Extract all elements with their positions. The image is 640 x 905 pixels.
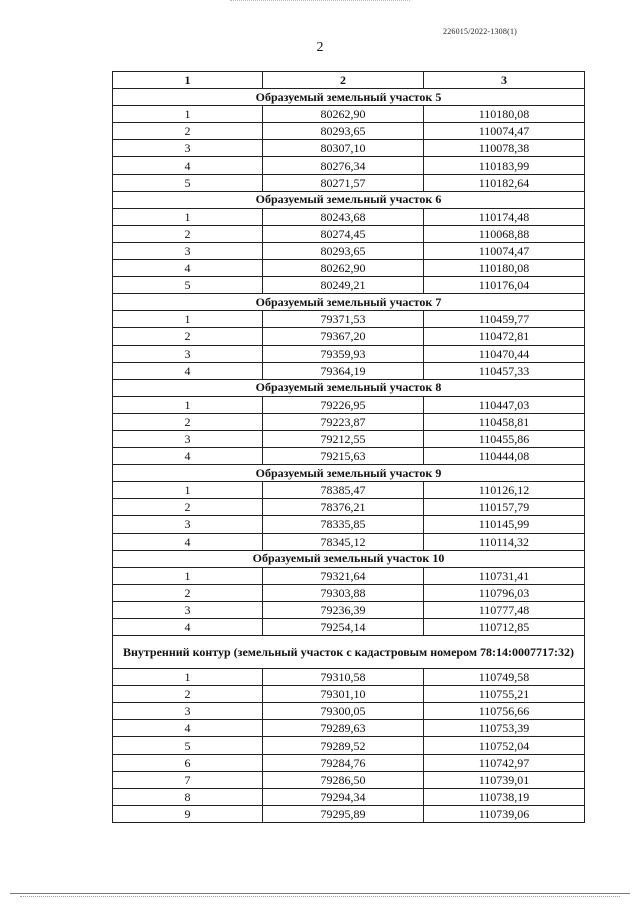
- table-row: [113, 805, 585, 822]
- point-number-cell: 1: [113, 208, 263, 225]
- x-coordinate-cell: 79371,53: [263, 311, 424, 328]
- point-number-cell: 3: [113, 601, 263, 618]
- point-number-cell: 5: [113, 174, 263, 191]
- y-coordinate-cell: 110755,21: [424, 686, 585, 703]
- x-coordinate-cell: 79359,93: [263, 345, 424, 362]
- section-header-row: [113, 89, 585, 106]
- point-number-cell: 2: [113, 584, 263, 601]
- point-number-cell: 1: [113, 482, 263, 499]
- table-row: [113, 396, 585, 413]
- table-row: [113, 157, 585, 174]
- table-row: [113, 106, 585, 123]
- x-coordinate-cell: 79310,58: [263, 669, 424, 686]
- table-row: [113, 242, 585, 259]
- x-coordinate-cell: 79236,39: [263, 601, 424, 618]
- point-number-cell: 3: [113, 430, 263, 447]
- column-header: 2: [263, 72, 424, 89]
- y-coordinate-cell: 110738,19: [424, 788, 585, 805]
- y-coordinate-cell: 110078,38: [424, 140, 585, 157]
- section-title: Внутренний контур (земельный участок с кадастровым номером 78:14:0007717:32): [113, 636, 585, 669]
- table-row: [113, 771, 585, 788]
- x-coordinate-cell: 79364,19: [263, 362, 424, 379]
- x-coordinate-cell: 78345,12: [263, 533, 424, 550]
- coordinates-table: [112, 71, 585, 823]
- y-coordinate-cell: 110114,32: [424, 533, 585, 550]
- table-row: [113, 720, 585, 737]
- point-number-cell: 4: [113, 619, 263, 636]
- y-coordinate-cell: 110712,85: [424, 619, 585, 636]
- point-number-cell: 1: [113, 396, 263, 413]
- page-bottom-rule-secondary: [20, 896, 620, 897]
- point-number-cell: 2: [113, 225, 263, 242]
- table-row: [113, 601, 585, 618]
- table-row: [113, 140, 585, 157]
- x-coordinate-cell: 79212,55: [263, 430, 424, 447]
- x-coordinate-cell: 79215,63: [263, 448, 424, 465]
- point-number-cell: 1: [113, 106, 263, 123]
- table-row: [113, 533, 585, 550]
- y-coordinate-cell: 110756,66: [424, 703, 585, 720]
- x-coordinate-cell: 78385,47: [263, 482, 424, 499]
- point-number-cell: 4: [113, 533, 263, 550]
- table-row: [113, 123, 585, 140]
- point-number-cell: 3: [113, 345, 263, 362]
- point-number-cell: 7: [113, 771, 263, 788]
- table-row: [113, 277, 585, 294]
- table-row: [113, 619, 585, 636]
- y-coordinate-cell: 110444,08: [424, 448, 585, 465]
- page-bottom-rule: [10, 893, 630, 894]
- y-coordinate-cell: 110182,64: [424, 174, 585, 191]
- y-coordinate-cell: 110068,88: [424, 225, 585, 242]
- section-header-row: [113, 379, 585, 396]
- table-row: [113, 754, 585, 771]
- y-coordinate-cell: 110742,97: [424, 754, 585, 771]
- point-number-cell: 2: [113, 123, 263, 140]
- x-coordinate-cell: 80307,10: [263, 140, 424, 157]
- x-coordinate-cell: 79289,63: [263, 720, 424, 737]
- point-number-cell: 3: [113, 140, 263, 157]
- point-number-cell: 9: [113, 805, 263, 822]
- point-number-cell: 1: [113, 669, 263, 686]
- y-coordinate-cell: 110074,47: [424, 123, 585, 140]
- x-coordinate-cell: 79295,89: [263, 805, 424, 822]
- x-coordinate-cell: 80243,68: [263, 208, 424, 225]
- section-title: Образуемый земельный участок 10: [113, 550, 585, 567]
- x-coordinate-cell: 79226,95: [263, 396, 424, 413]
- table-row: [113, 311, 585, 328]
- page-number: 2: [316, 40, 324, 55]
- x-coordinate-cell: 78376,21: [263, 499, 424, 516]
- point-number-cell: 2: [113, 413, 263, 430]
- y-coordinate-cell: 110457,33: [424, 362, 585, 379]
- point-number-cell: 2: [113, 499, 263, 516]
- table-row: [113, 430, 585, 447]
- x-coordinate-cell: 80276,34: [263, 157, 424, 174]
- table-row: [113, 174, 585, 191]
- point-number-cell: 4: [113, 448, 263, 465]
- y-coordinate-cell: 110074,47: [424, 242, 585, 259]
- table-header-row: [113, 72, 585, 89]
- x-coordinate-cell: 79286,50: [263, 771, 424, 788]
- y-coordinate-cell: 110731,41: [424, 567, 585, 584]
- x-coordinate-cell: 79321,64: [263, 567, 424, 584]
- point-number-cell: 2: [113, 328, 263, 345]
- x-coordinate-cell: 80271,57: [263, 174, 424, 191]
- y-coordinate-cell: 110739,06: [424, 805, 585, 822]
- y-coordinate-cell: 110447,03: [424, 396, 585, 413]
- point-number-cell: 2: [113, 686, 263, 703]
- y-coordinate-cell: 110739,01: [424, 771, 585, 788]
- y-coordinate-cell: 110145,99: [424, 516, 585, 533]
- point-number-cell: 4: [113, 157, 263, 174]
- point-number-cell: 4: [113, 720, 263, 737]
- table-row: [113, 788, 585, 805]
- table-row: [113, 737, 585, 754]
- section-title: Образуемый земельный участок 7: [113, 294, 585, 311]
- point-number-cell: 1: [113, 567, 263, 584]
- table-row: [113, 345, 585, 362]
- table-row: [113, 208, 585, 225]
- table-row: [113, 567, 585, 584]
- x-coordinate-cell: 79254,14: [263, 619, 424, 636]
- x-coordinate-cell: 79367,20: [263, 328, 424, 345]
- x-coordinate-cell: 79289,52: [263, 737, 424, 754]
- y-coordinate-cell: 110174,48: [424, 208, 585, 225]
- y-coordinate-cell: 110180,08: [424, 106, 585, 123]
- x-coordinate-cell: 79303,88: [263, 584, 424, 601]
- x-coordinate-cell: 80293,65: [263, 123, 424, 140]
- y-coordinate-cell: 110180,08: [424, 260, 585, 277]
- table-row: [113, 703, 585, 720]
- point-number-cell: 4: [113, 260, 263, 277]
- section-header-row: [113, 294, 585, 311]
- document-id: 226015/2022-1308(1): [443, 27, 518, 36]
- table-row: [113, 328, 585, 345]
- point-number-cell: 3: [113, 242, 263, 259]
- y-coordinate-cell: 110777,48: [424, 601, 585, 618]
- table-row: [113, 584, 585, 601]
- section-title: Образуемый земельный участок 9: [113, 465, 585, 482]
- y-coordinate-cell: 110796,03: [424, 584, 585, 601]
- point-number-cell: 8: [113, 788, 263, 805]
- x-coordinate-cell: 80293,65: [263, 242, 424, 259]
- section-title: Образуемый земельный участок 5: [113, 89, 585, 106]
- x-coordinate-cell: 80262,90: [263, 260, 424, 277]
- y-coordinate-cell: 110753,39: [424, 720, 585, 737]
- column-header: 1: [113, 72, 263, 89]
- table-body: [113, 89, 585, 823]
- x-coordinate-cell: 79284,76: [263, 754, 424, 771]
- x-coordinate-cell: 80249,21: [263, 277, 424, 294]
- table-row: [113, 499, 585, 516]
- y-coordinate-cell: 110472,81: [424, 328, 585, 345]
- x-coordinate-cell: 78335,85: [263, 516, 424, 533]
- section-title: Образуемый земельный участок 8: [113, 379, 585, 396]
- section-header-row: [113, 465, 585, 482]
- y-coordinate-cell: 110183,99: [424, 157, 585, 174]
- column-header: 3: [424, 72, 585, 89]
- table-row: [113, 448, 585, 465]
- x-coordinate-cell: 79300,05: [263, 703, 424, 720]
- point-number-cell: 3: [113, 516, 263, 533]
- point-number-cell: 6: [113, 754, 263, 771]
- point-number-cell: 5: [113, 277, 263, 294]
- y-coordinate-cell: 110455,86: [424, 430, 585, 447]
- y-coordinate-cell: 110752,04: [424, 737, 585, 754]
- x-coordinate-cell: 80274,45: [263, 225, 424, 242]
- y-coordinate-cell: 110458,81: [424, 413, 585, 430]
- section-header-row: [113, 636, 585, 669]
- scan-top-edge: [230, 0, 410, 1]
- point-number-cell: 4: [113, 362, 263, 379]
- section-header-row: [113, 191, 585, 208]
- point-number-cell: 3: [113, 703, 263, 720]
- x-coordinate-cell: 79223,87: [263, 413, 424, 430]
- y-coordinate-cell: 110749,58: [424, 669, 585, 686]
- section-title: Образуемый земельный участок 6: [113, 191, 585, 208]
- table-row: [113, 482, 585, 499]
- point-number-cell: 5: [113, 737, 263, 754]
- x-coordinate-cell: 79294,34: [263, 788, 424, 805]
- table-row: [113, 686, 585, 703]
- x-coordinate-cell: 79301,10: [263, 686, 424, 703]
- y-coordinate-cell: 110459,77: [424, 311, 585, 328]
- y-coordinate-cell: 110470,44: [424, 345, 585, 362]
- section-header-row: [113, 550, 585, 567]
- point-number-cell: 1: [113, 311, 263, 328]
- table-row: [113, 516, 585, 533]
- table-row: [113, 413, 585, 430]
- table-row: [113, 362, 585, 379]
- table-row: [113, 669, 585, 686]
- y-coordinate-cell: 110126,12: [424, 482, 585, 499]
- table-row: [113, 225, 585, 242]
- table-row: [113, 260, 585, 277]
- y-coordinate-cell: 110176,04: [424, 277, 585, 294]
- y-coordinate-cell: 110157,79: [424, 499, 585, 516]
- x-coordinate-cell: 80262,90: [263, 106, 424, 123]
